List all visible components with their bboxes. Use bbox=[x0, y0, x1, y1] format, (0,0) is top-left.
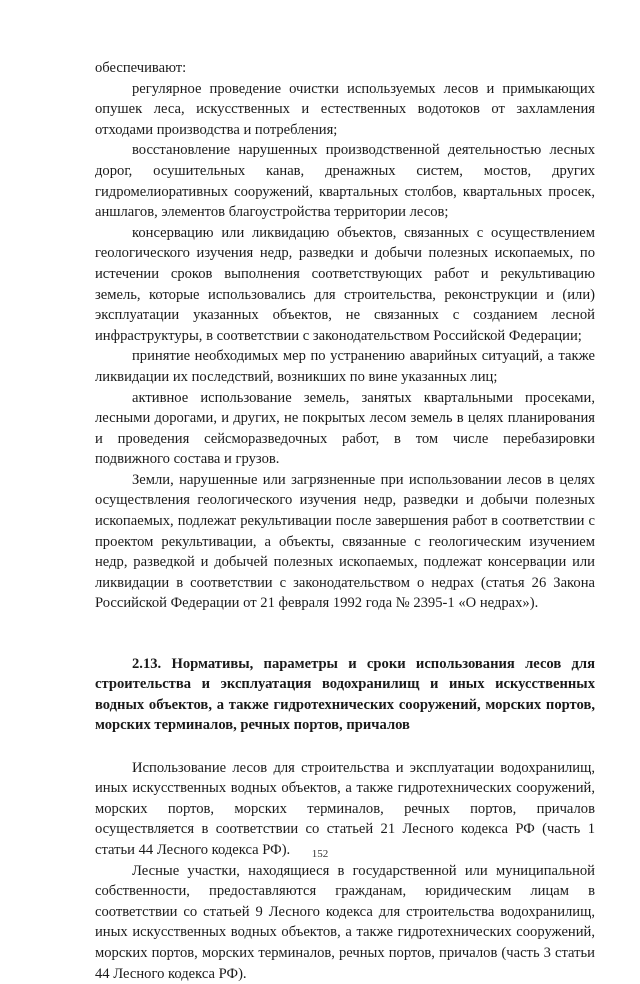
intro-text: обеспечивают: bbox=[95, 60, 187, 76]
document-page bbox=[95, 58, 595, 984]
list-item: консервацию или ликвидацию объектов, связанных с осуществлением геологического изучения недр, разведки и добычи полезных ископаемых, по истечении сроков выполнения соответствующих работ и рекультивацию земель, которые использовались для строительства, реконструкции и (или) эксплуатации указанных объектов, не связанных с созданием лесной инфраструктуры, в соответствии с законодательством Российской Федерации; bbox=[95, 224, 595, 344]
list-item: восстановление нарушенных производственной деятельностью лесных дорог, осушительных канав, дренажных систем, мостов, других гидромелиоративных сооружений, квартальных столбов, квартальных просек, аншлагов, элементов благоустройства территории лесов; bbox=[95, 142, 595, 221]
page-number: 152 bbox=[311, 848, 329, 860]
section-paragraph: Использование лесов для строительства и эксплуатации водохранилищ, иных искусственных водных объектов, а также гидротехнических сооружений, морских портов, морских терминалов, речных портов, причалов осуществляется в соответствии со статьей 21 Лесного кодекса РФ (часть 1 статьи 44 Лесного кодекса РФ). bbox=[95, 759, 595, 859]
section-paragraph: Лесные участки, находящиеся в государственной или муниципальной собственности, предоставляются гражданам, юридическим лицам в соответствии со статьей 9 Лесного кодекса для строительства водохранилищ, иных искусственных водных объектов, а также гидротехнических сооружений, морских портов, морских терминалов, речных портов, причалов (часть 3 статьи 44 Лесного кодекса РФ). bbox=[95, 862, 595, 982]
lands-paragraph: Земли, нарушенные или загрязненные при использовании лесов в целях осуществления геологического изучения недр, разведки и добычи полезных ископаемых, подлежат рекультивации после завершения работ в соответствии с проектом рекультивации, а объекты, связанные с геологическим изучением недр, разведкой и добычей полезных ископаемых, подлежат консервации или ликвидации в соответствии с законодательством о недрах (статья 26 Закона Российской Федерации от 21 февраля 1992 года № 2395-1 «О недрах»). bbox=[95, 471, 595, 612]
list-item: принятие необходимых мер по устранению аварийных ситуаций, а также ликвидации их последствий, возникших по вине указанных лиц; bbox=[95, 348, 595, 385]
list-item: активное использование земель, занятых квартальными просеками, лесными дорогами, и других, не покрытых лесом земель в целях планирования и проведения сейсморазведочных работ, в том числе перебазировки подвижного состава и грузов. bbox=[95, 389, 595, 468]
section-heading: 2.13. Нормативы, параметры и сроки использования лесов для строительства и эксплуатация водохранилищ и иных искусственных водных объектов, а также гидротехнических сооружений, морских портов, морских терминалов, речных портов, причалов bbox=[95, 656, 595, 734]
list-item: регулярное проведение очистки используемых лесов и примыкающих опушек леса, искусственных и естественных водотоков от захламления отходами производства и потребления; bbox=[95, 80, 595, 138]
